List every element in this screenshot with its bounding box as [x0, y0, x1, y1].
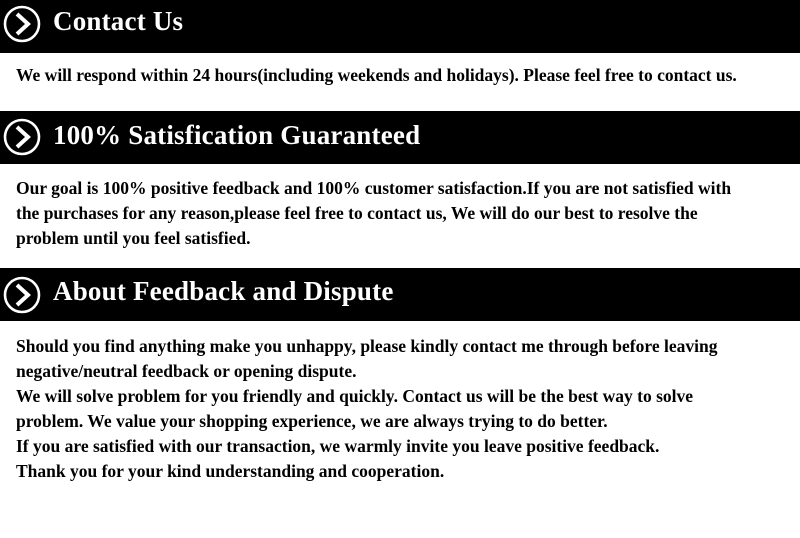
- text-line: problem until you feel satisfied.: [16, 228, 251, 248]
- feedback-dispute-text: [16, 334, 796, 484]
- feedback-dispute-header: [0, 268, 800, 321]
- text-line: negative/neutral feedback or opening dispute.: [16, 361, 357, 381]
- satisfaction-text: [16, 176, 796, 251]
- text-line: Thank you for your kind understanding and cooperation.: [16, 461, 445, 481]
- chevron-circle-right-icon: [2, 117, 42, 157]
- text-line: We will solve problem for you friendly and quickly. Contact us will be the best way to solve: [16, 386, 694, 406]
- section-title: 100% Satisfication Guaranteed: [53, 120, 421, 150]
- chevron-circle-right-icon: [2, 4, 42, 44]
- text-line: Our goal is 100% positive feedback and 100% customer satisfaction.If you are not satisfied with: [16, 178, 732, 198]
- text-line: We will respond within 24 hours(including weekends and holidays). Please feel free to contact us.: [16, 65, 737, 85]
- satisfaction-header: [0, 111, 800, 164]
- text-line: If you are satisfied with our transaction, we warmly invite you leave positive feedback.: [16, 436, 660, 456]
- contact-us-header: [0, 0, 800, 53]
- chevron-circle-right-icon: [2, 275, 42, 315]
- contact-us-text: [16, 63, 796, 88]
- section-title: Contact Us: [53, 6, 184, 36]
- text-line: Should you find anything make you unhappy, please kindly contact me through before leaving: [16, 336, 718, 356]
- text-line: the purchases for any reason,please feel free to contact us, We will do our best to resolve the: [16, 203, 698, 223]
- text-line: problem. We value your shopping experience, we are always trying to do better.: [16, 411, 608, 431]
- section-title: About Feedback and Dispute: [53, 276, 394, 306]
